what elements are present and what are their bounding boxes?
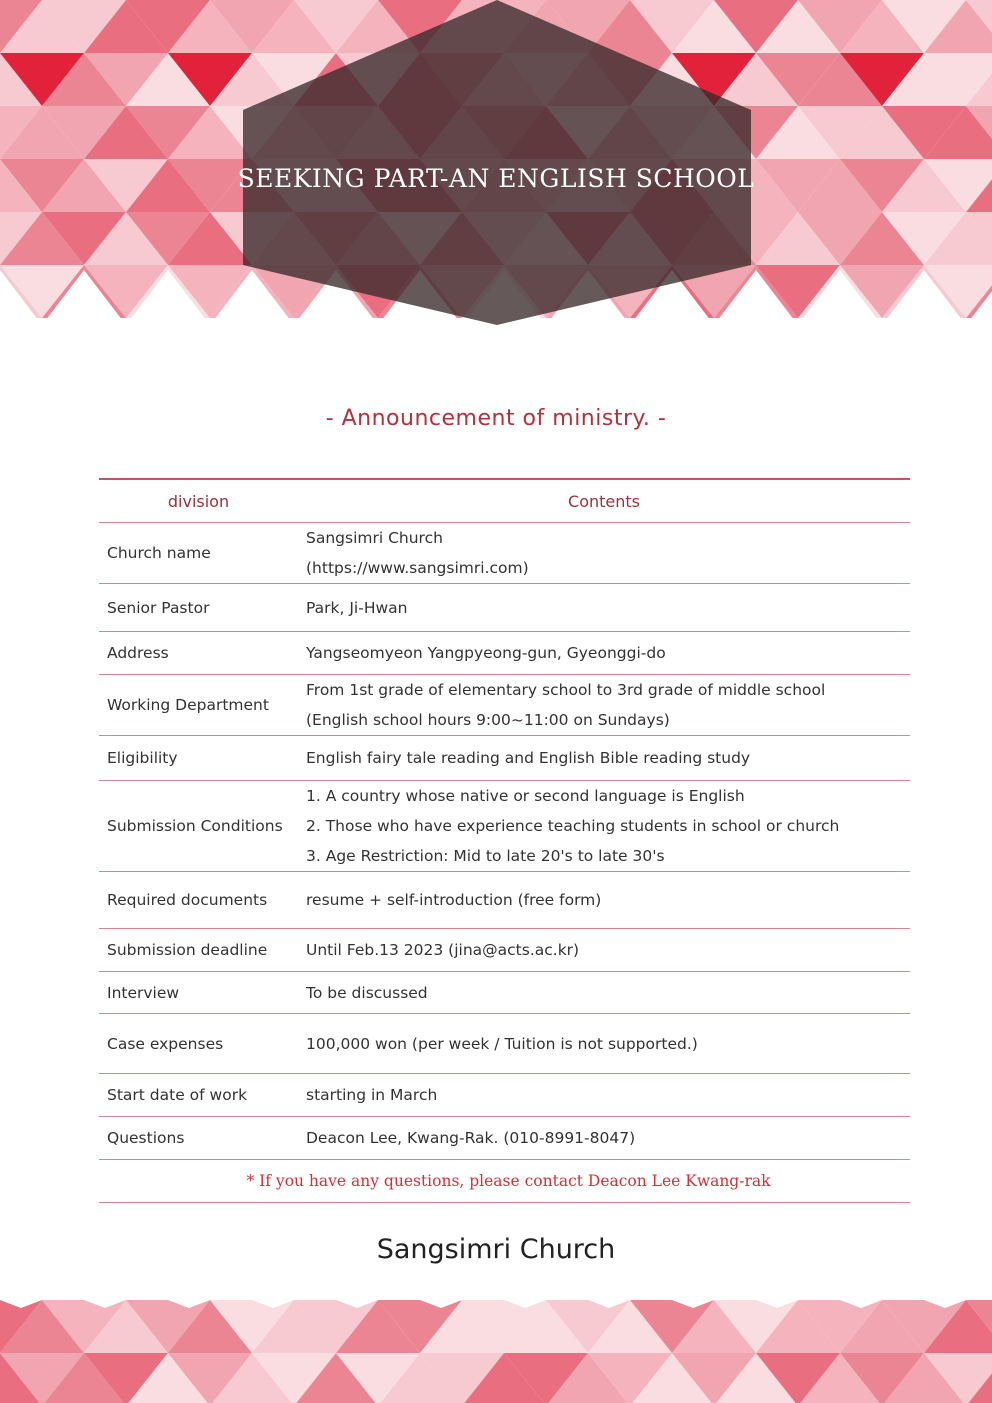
footer-triangle-pattern	[0, 1300, 992, 1403]
table-row	[99, 872, 910, 929]
value-line: English fairy tale reading and English Bible reading study	[306, 749, 751, 767]
table-row	[99, 1014, 910, 1074]
value-line: From 1st grade of elementary school to 3rd grade of middle school	[306, 681, 826, 699]
row-label: Submission deadline	[99, 929, 298, 972]
row-value	[298, 929, 910, 972]
header-triangle-pattern	[0, 0, 992, 325]
value-line: starting in March	[306, 1086, 438, 1104]
row-label: Required documents	[99, 872, 298, 929]
table-row	[99, 929, 910, 972]
row-label: Case expenses	[99, 1014, 298, 1074]
row-label: Address	[99, 632, 298, 675]
value-line: (English school hours 9:00~11:00 on Sundays)	[306, 711, 670, 729]
value-line: (https://www.sangsimri.com)	[306, 559, 529, 577]
row-label: Eligibility	[99, 736, 298, 781]
header-division: division	[99, 479, 298, 523]
table-row	[99, 1074, 910, 1117]
contact-note: * If you have any questions, please contact Deacon Lee Kwang-rak	[99, 1160, 910, 1203]
value-line: 3. Age Restriction: Mid to late 20's to late 30's	[306, 847, 665, 865]
row-value	[298, 972, 910, 1014]
value-line: 1. A country whose native or second language is English	[306, 787, 745, 805]
value-line: To be discussed	[306, 983, 428, 1002]
row-value	[298, 736, 910, 781]
row-value	[298, 675, 910, 736]
row-value	[298, 872, 910, 929]
table-row	[99, 736, 910, 781]
table-row	[99, 972, 910, 1014]
announcement-table	[99, 478, 910, 1203]
table-row	[99, 675, 910, 736]
row-value	[298, 632, 910, 675]
row-label: Working Department	[99, 675, 298, 736]
table-row	[99, 1117, 910, 1160]
row-label: Questions	[99, 1117, 298, 1160]
row-value	[298, 1074, 910, 1117]
table-header-row	[99, 479, 910, 523]
row-label: Church name	[99, 523, 298, 584]
value-line: Sangsimri Church	[306, 529, 443, 547]
row-value	[298, 781, 910, 872]
header-contents: Contents	[298, 479, 910, 523]
row-label: Submission Conditions	[99, 781, 298, 872]
row-value	[298, 1117, 910, 1160]
row-value	[298, 1014, 910, 1074]
church-signature: Sangsimri Church	[376, 1234, 616, 1265]
table-note-row	[99, 1160, 910, 1203]
table-row	[99, 632, 910, 675]
value-line: resume + self-introduction (free form)	[306, 891, 602, 909]
value-line: Until Feb.13 2023 (jina@acts.ac.kr)	[306, 941, 580, 959]
table-row	[99, 523, 910, 584]
value-line: Park, Ji-Hwan	[306, 598, 408, 617]
row-value	[298, 523, 910, 584]
table-row	[99, 781, 910, 872]
row-label: Interview	[99, 972, 298, 1014]
row-label: Senior Pastor	[99, 584, 298, 632]
document-title: SEEKING PART-AN ENGLISH SCHOOL	[237, 164, 755, 193]
row-value	[298, 584, 910, 632]
value-line: Deacon Lee, Kwang-Rak. (010-8991-8047)	[306, 1129, 636, 1147]
value-line: 100,000 won (per week / Tuition is not supported.)	[306, 1034, 698, 1053]
table-row	[99, 584, 910, 632]
value-line: 2. Those who have experience teaching students in school or church	[306, 817, 840, 835]
value-line: Yangseomyeon Yangpyeong-gun, Gyeonggi-do	[306, 644, 666, 662]
announcement-subtitle: - Announcement of ministry. -	[325, 406, 667, 431]
row-label: Start date of work	[99, 1074, 298, 1117]
